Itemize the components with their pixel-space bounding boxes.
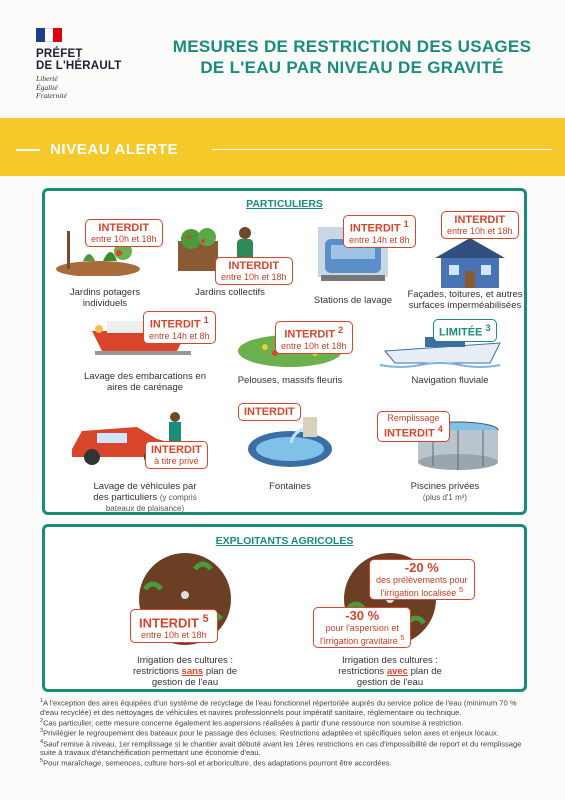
badge-detail: entre 10h et 18h (91, 234, 157, 244)
footnote-ref: 5 (400, 633, 405, 642)
caption-stations-lavage: Stations de lavage (313, 295, 393, 306)
badge-status: INTERDIT (454, 214, 506, 226)
prefecture-logo (36, 28, 146, 101)
badge-status: INTERDIT (98, 222, 150, 234)
badge-reduction-30 (313, 607, 411, 648)
caption-irrigation-sans: Irrigation des cultures : restrictions sans plan de gestion de l'eau (132, 655, 238, 688)
motto-fraternite: Fraternité (36, 91, 67, 100)
motto-egalite: Égalité (36, 82, 58, 92)
reduction-percent: -20 % (404, 560, 439, 575)
footnotes (40, 697, 530, 768)
house-facade-icon (425, 233, 515, 291)
badge-detail: entre 10h et 18h (221, 272, 287, 282)
badge-jardins-collectifs (215, 257, 293, 285)
badge-status: INTERDIT (139, 615, 199, 631)
badge-status: INTERDIT (151, 444, 202, 456)
badge-piscines (377, 411, 450, 442)
band-divider (212, 149, 552, 150)
badge-fontaines (238, 403, 301, 421)
badge-embarcations (143, 311, 216, 344)
page-title-line1: MESURES DE RESTRICTION DES USAGES (172, 37, 532, 56)
section-agricoles (42, 524, 527, 692)
caption-pelouses: Pelouses, massifs fleuris (237, 375, 343, 386)
badge-status: INTERDIT (349, 222, 401, 235)
footnote-5: $^5$Pour maraîchage, semences, culture hors-sol et arboriculture, des adaptations pourront être accordées. (40, 758, 392, 768)
caption-vehicules: Lavage de véhicules par des particuliers (y compris bateaux de plaisance) (93, 481, 197, 513)
badge-detail: entre 14h et 8h (349, 234, 410, 245)
badge-pre: Remplissage (387, 413, 440, 423)
caption-jardins-collectifs: Jardins collectifs (195, 287, 265, 298)
badge-pelouses (275, 321, 353, 354)
page-title (152, 36, 552, 78)
footnote-ref: 2 (338, 325, 344, 335)
reduction-text1a: des prélèvements pour (376, 575, 468, 585)
footnote-2: $^2$Cas particulier, cette mesure concerne également les aspersions réalisées à partir d'une ressource non soumise à restriction. (40, 717, 464, 728)
badge-navigation (433, 319, 497, 342)
badge-irrigation-sans-plan (130, 609, 218, 643)
footnote-1: $^1$A l'exception des aires équipées d'un système de recyclage de l'eau fonctionnel répertoriée auprès du service police de l'eau (minimum 70 % d'eau recyclée) et des nettoyages de véhicules et navires professionnels pour impératif sanitaire, réglementaire ou technique. (40, 698, 517, 717)
motto-liberte: Liberté (36, 74, 58, 83)
footnote-ref: 1 (203, 315, 209, 325)
footnote-ref: 1 (403, 219, 409, 229)
footnote-4: $^4$Sauf remise à niveau, 1er remplissage si le chantier avait débuté avant les 1ères restrictions en cas d'impossibilité de report et du remplissage suite à travaux d'étanchéification permettant une économie d'eau. (40, 738, 522, 758)
section-particuliers (42, 188, 527, 515)
caption-fontaines: Fontaines (269, 481, 311, 492)
prefet-line2: DE L'HÉRAULT (36, 60, 122, 72)
prefet-line1: PRÉFET (36, 48, 83, 60)
badge-status: INTERDIT (384, 427, 435, 440)
caption-navigation: Navigation fluviale (411, 375, 489, 386)
caption-facades: Façades, toitures, et autres surfaces imperméabilisées (407, 289, 523, 311)
caption-irrigation-avec: Irrigation des cultures : restrictions avec plan de gestion de l'eau (338, 655, 442, 688)
badge-status: INTERDIT (244, 406, 295, 418)
section-agricoles-title: EXPLOITANTS AGRICOLES (215, 535, 354, 547)
french-flag-icon (36, 28, 62, 42)
badge-detail: entre 14h et 8h (149, 330, 210, 341)
badge-status: INTERDIT (284, 328, 336, 341)
badge-detail: entre 10h et 18h (281, 340, 347, 351)
badge-detail: à titre privé (154, 456, 199, 466)
reduction-text1b: l'irrigation localisée (380, 588, 457, 598)
badge-stations-lavage (343, 215, 416, 248)
badge-status: LIMITÉE (439, 326, 483, 339)
footnote-ref: 4 (437, 424, 443, 434)
reduction-percent: -30 % (345, 608, 380, 623)
reduction-text2b: l'irrigation gravitaire (320, 636, 398, 646)
section-particuliers-title: PARTICULIERS (246, 198, 323, 210)
badge-jardins-potagers (85, 219, 163, 247)
badge-vehicules (145, 441, 208, 469)
reduction-text2a: pour l'aspersion et (325, 623, 399, 633)
footnote-ref: 5 (458, 585, 463, 594)
footnote-3: $^3$Privilégier le regroupement des bateaux pour le passage des écluses. Restrictions adaptées et spécifiques selon axes et enjeux locaux. (40, 728, 499, 738)
caption-jardins-potagers: Jardins potagers individuels (69, 287, 141, 309)
caption-piscines: Piscines privées (plus d'1 m³) (410, 481, 480, 502)
band-dash (16, 149, 40, 151)
page-title-line2: DE L'EAU PAR NIVEAU DE GRAVITÉ (200, 58, 504, 77)
badge-detail: entre 10h et 18h (447, 226, 513, 236)
badge-reduction-20 (369, 559, 475, 600)
footnote-ref: 5 (202, 613, 209, 625)
level-title: NIVEAU ALERTE (50, 141, 179, 158)
badge-status: INTERDIT (149, 318, 201, 331)
badge-detail: entre 10h et 18h (141, 630, 207, 641)
badge-status: INTERDIT (228, 260, 280, 272)
footnote-ref: 3 (485, 323, 491, 333)
badge-facades (441, 211, 519, 239)
caption-embarcations: Lavage des embarcations en aires de carénage (84, 371, 206, 393)
